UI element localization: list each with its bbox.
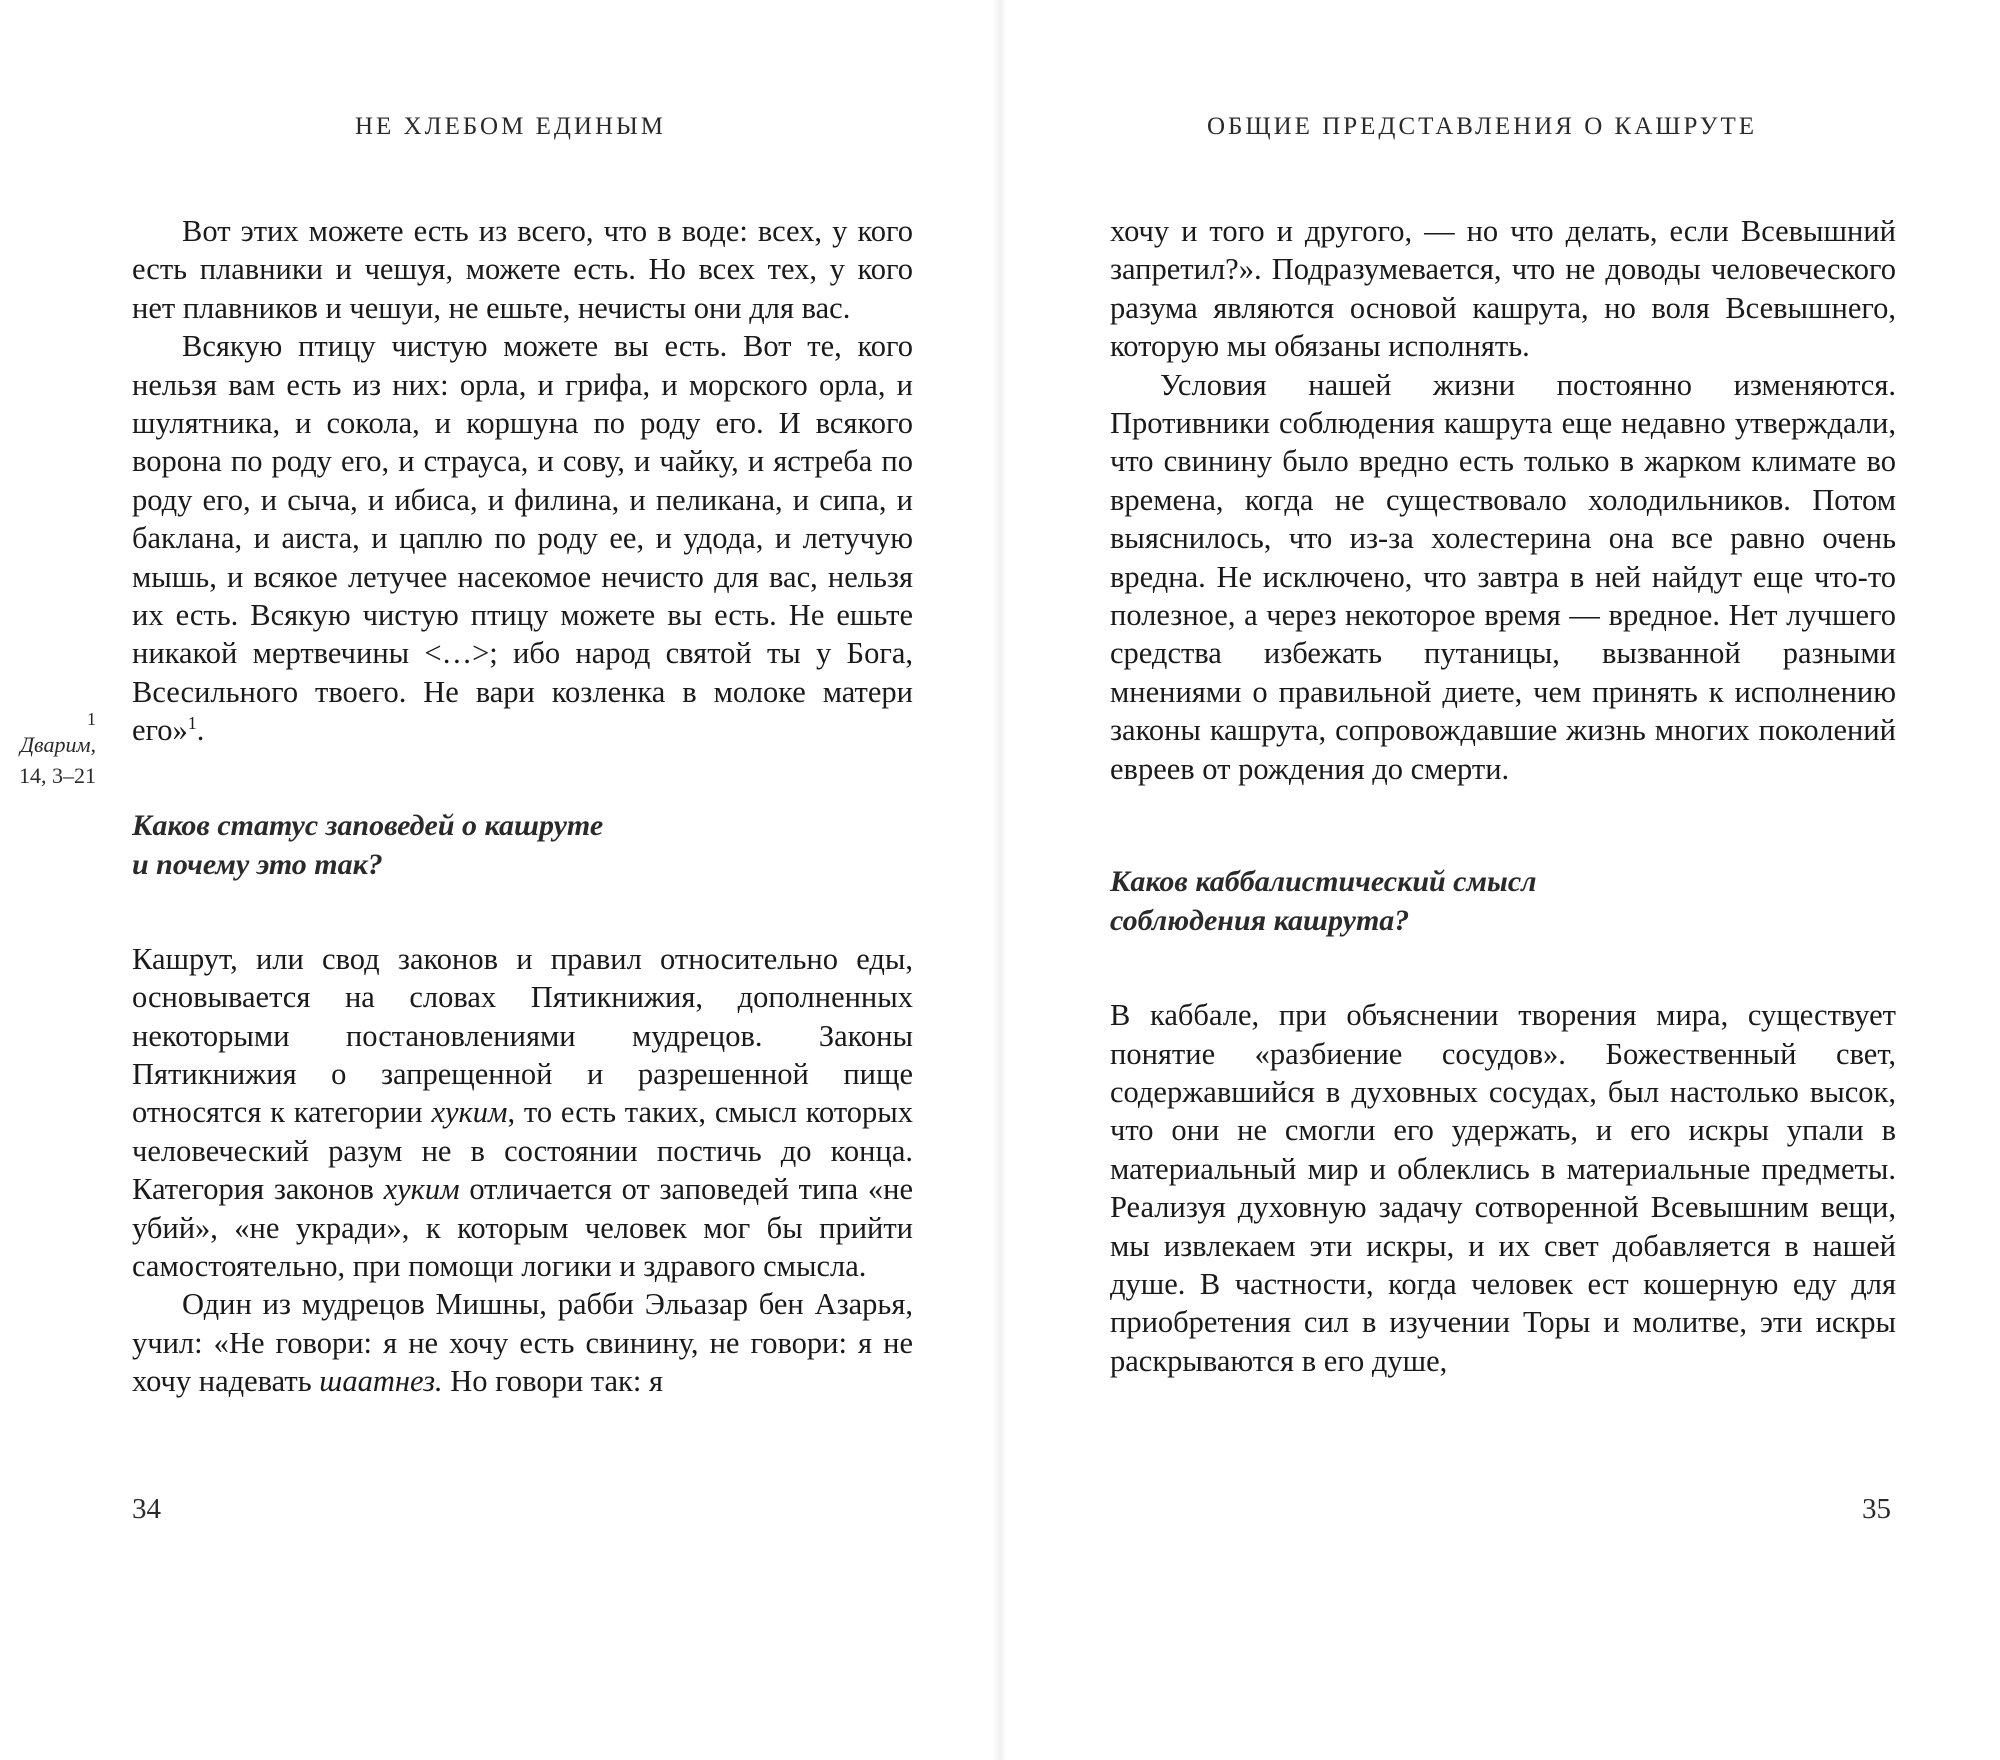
left-page-number: 34 [132,1493,161,1525]
right-text-block [1110,212,1896,1380]
left-paragraph-3-part-a: Кашрут, или свод законов и правил относительно еды, основывается на словах Пятикнижия, дополненных некоторыми постановлениями мудрецов. Законы Пятикнижия о запрещенной и разрешенной пище относятся к категории [132,941,913,1130]
term-hukim-2: хуким [383,1172,460,1207]
right-paragraph-3: В каббале, при объяснении творения мира, существует понятие «разбиение сосудов». Божественный свет, содержавшийся в духовных сосудах, был настолько высок, что они не смогли его удержать, и его искры упали в материальный мир и облеклись в материальные предметы. Реализуя духовную задачу сотворенной Всевышним вещи, мы извлекаем эти искры, и их свет добавляется в нашей душе. В частности, когда человек ест кошерную еду для приобретения сил в изучении Торы и молитве, эти искры раскрываются в его душе, [1110,998,1896,1378]
margin-footnote-number: 1 [87,709,96,729]
book-gutter [993,0,1007,1760]
right-running-head: ОБЩИЕ ПРЕДСТАВЛЕНИЯ О КАШРУТЕ [1207,113,1758,140]
right-heading-line-2: соблюдения кашрута? [1110,904,1410,938]
left-paragraph-3-part-b: , то есть таких, смысл которых человеческий разум не в состоянии постичь до конца. Категория законов [132,1095,913,1207]
right-heading-line-1: Каков каббалистический смысл [1110,865,1537,899]
right-page-number: 35 [1862,1493,1891,1525]
left-page [0,0,993,1760]
right-paragraph-1: хочу и того и другого, — но что делать, если Всевышний запретил?». Подразумевается, что не доводы человеческого разума являются основой кашрута, но воля Всевышнего, которую мы обязаны исполнять. [1110,214,1896,364]
left-section-heading [132,806,913,884]
term-hukim-1: хуким [431,1095,508,1130]
margin-footnote [0,709,96,791]
left-paragraph-2-text: Всякую птицу чистую можете вы есть. Вот те, кого нельзя вам есть из них: орла, и грифа, и морского орла, и шулятника, и сокола, и коршуна по роду его. И всякого ворона по роду его, и страуса, и сову, и чайку, и ястреба по роду его, и сыча, и ибиса, и филина, и пеликана, и сипа, и баклана, и аиста, и цаплю по роду ее, и удода, и летучую мышь, и всякое летучее насекомое нечисто для вас, нельзя их есть. Всякую чистую птицу можете вы есть. Не ешьте никакой мертвечины <…>; ибо народ святой ты у Бога, Всесильного твоего. Не вари козленка в молоке матери его» [132,329,913,748]
term-shaatnez: шаатнез. [319,1364,443,1399]
left-paragraph-3-part-c: отличается от заповедей типа «не убий», «не укради», к которым человек мог бы прийти самостоятельно, при помощи логики и здравого смысла. [132,1172,913,1283]
left-paragraph-3 [132,940,913,1286]
left-paragraph-4-part-a: Один из мудрецов Мишны, рабби Эльазар бен Азарья, учил: «Не говори: я не хочу есть свинину, не говори: я не хочу надевать [132,1287,913,1399]
left-heading-line-2: и почему это так? [132,847,383,881]
left-text-block [132,212,913,1401]
left-paragraph-4 [132,1285,913,1400]
left-paragraph-2: Всякую птицу чистую можете вы есть. Вот те, кого нельзя вам есть из них: орла, и грифа, и морского орла, и шулятника, и сокола, и коршуна по роду его. И всякого ворона по роду его, и страуса, и сову, и чайку, и ястреба по роду его, и сыча, и ибиса, и филина, и пеликана, и сипа, и баклана, и аиста, и цаплю по роду ее, и удода, и летучую мышь, и всякое летучее насекомое нечисто для вас, нельзя их есть. Всякую чистую птицу можете вы есть. Не ешьте никакой мертвечины <…>; ибо народ святой ты у Бога, Всесильного твоего. Не вари козленка в молоке матери его»$^1$. [132,329,913,748]
margin-footnote-reference: 14, 3–21 [19,763,96,788]
footnote-marker: 1 [187,713,197,734]
left-paragraph-4-part-b: Но говори так: я [442,1364,663,1399]
left-heading-line-1: Каков статус заповедей о кашруте [132,808,604,842]
left-running-head: НЕ ХЛЕБОМ ЕДИНЫМ [355,113,667,140]
left-paragraph-1: Вот этих можете есть из всего, что в воде: всех, у кого есть плавники и чешуя, можете есть. Но всех тех, у кого нет плавников и чешуи, не ешьте, нечисты они для вас. [132,214,913,325]
margin-footnote-source: Дварим, [20,732,96,757]
right-page [1007,0,2000,1760]
right-paragraph-2: Условия нашей жизни постоянно изменяются. Противники соблюдения кашрута еще недавно утверждали, что свинину было вредно есть только в жарком климате во времена, когда не существовало холодильников. Потом выяснилось, что из-за холестерина она все равно очень вредна. Не исключено, что завтра в ней найдут еще что-то полезное, а через некоторое время — вредное. Нет лучшего средства избежать путаницы, вызванной разными мнениями о правильной диете, чем принять к исполнению законы кашрута, сопровождавшие жизнь многих поколений евреев от рождения до смерти. [1110,367,1896,786]
right-section-heading [1110,862,1896,940]
